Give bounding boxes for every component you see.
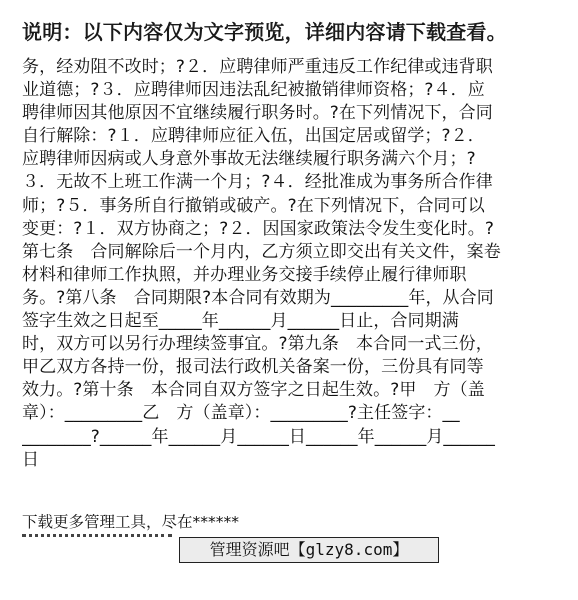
body-line: 甲乙双方各持一份，报司法行政机关备案一份，三份具有同等 [22, 357, 484, 378]
download-more-text: 下载更多管理工具，尽在****** [22, 513, 240, 531]
body-line: 章）：_________乙 方（盖章）：_________?主任签字：__ [22, 403, 460, 424]
body-line: 时，双方可以另行办理续签事宜。?第九条 本合同一式三份， [22, 334, 493, 355]
body-line: ________?______年______月______日______年______月______ [22, 426, 496, 447]
preview-notice: 说明：以下内容仅为文字预览，详细内容请下载查看。 [22, 20, 507, 44]
body-line: 务。?第八条 合同期限?本合同有效期为_________年，从合同 [22, 287, 494, 308]
body-line: 签字生效之日起至_____年______月______日止，合同期满 [22, 311, 459, 332]
dotted-divider [22, 532, 172, 537]
body-line: 务，经劝阻不改时；?２．应聘律师严重违反工作纪律或违背职 [22, 57, 493, 77]
body-line: 日 [22, 449, 40, 470]
body-line: 第七条 合同解除后一个月内，乙方须立即交出有关文件，案卷 [22, 241, 501, 262]
body-line: 业道德；?３．应聘律师因违法乱纪被撤销律师资格；?４．应 [22, 80, 485, 101]
body-line: 材料和律师工作执照，并办理业务交接手续停止履行律师职 [22, 264, 467, 285]
body-line: 聘律师因其他原因不宜继续履行职务时。?在下列情况下，合同 [22, 103, 493, 124]
body-line: 变更：?１．双方协商之；?２．因国家政策法令发生变化时。? [22, 218, 494, 239]
body-line: ３．无故不上班工作满一个月；?４．经批准成为事务所合作律 [22, 172, 493, 193]
body-line: 效力。?第十条 本合同自双方签字之日起生效。?甲 方（盖 [22, 380, 485, 401]
body-line: 自行解除：?１．应聘律师应征入伍，出国定居或留学；?２． [22, 126, 485, 147]
brand-link-button[interactable]: 管理资源吧【glzy8.com】 [179, 537, 439, 563]
body-line: 师；?５．事务所自行撤销或破产。?在下列情况下，合同可以 [22, 195, 485, 216]
document-body [22, 56, 558, 472]
body-line: 应聘律师因病或人身意外事故无法继续履行职务满六个月；? [22, 149, 476, 170]
